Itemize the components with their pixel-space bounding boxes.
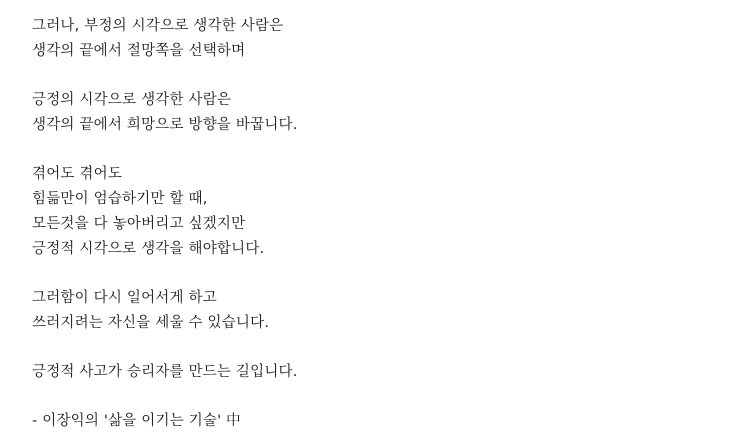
poem-line: 생각의 끝에서 절망쪽을 선택하며 — [32, 43, 246, 59]
poem-stanza — [32, 162, 755, 262]
poem-line: 힘듦만이 엄습하기만 할 때, — [32, 191, 208, 207]
poem-line: 생각의 끝에서 희망으로 방향을 바꿉니다. — [32, 117, 298, 133]
poem-attribution: - 이장익의 '삶을 이기는 기술' 中 — [32, 413, 241, 429]
poem-stanza — [32, 14, 755, 64]
poem-stanza — [32, 360, 755, 385]
poem-line: 긍정적 시각으로 생각을 해야합니다. — [32, 241, 265, 257]
poem-line: 그러나, 부정의 시각으로 생각한 사람은 — [32, 18, 284, 34]
poem-stanza — [32, 286, 755, 336]
poem-stanza — [32, 88, 755, 138]
poem-line: 모든것을 다 놓아버리고 싶겠지만 — [32, 216, 246, 232]
poem-line: 쓰러지려는 자신을 세울 수 있습니다. — [32, 315, 270, 331]
poem-line: 긍정의 시각으로 생각한 사람은 — [32, 92, 232, 108]
poem-line: 긍정적 사고가 승리자를 만드는 길입니다. — [32, 364, 298, 380]
poem-line: 겪어도 겪어도 — [32, 166, 123, 182]
poem-line: 그러함이 다시 일어서게 하고 — [32, 290, 217, 306]
